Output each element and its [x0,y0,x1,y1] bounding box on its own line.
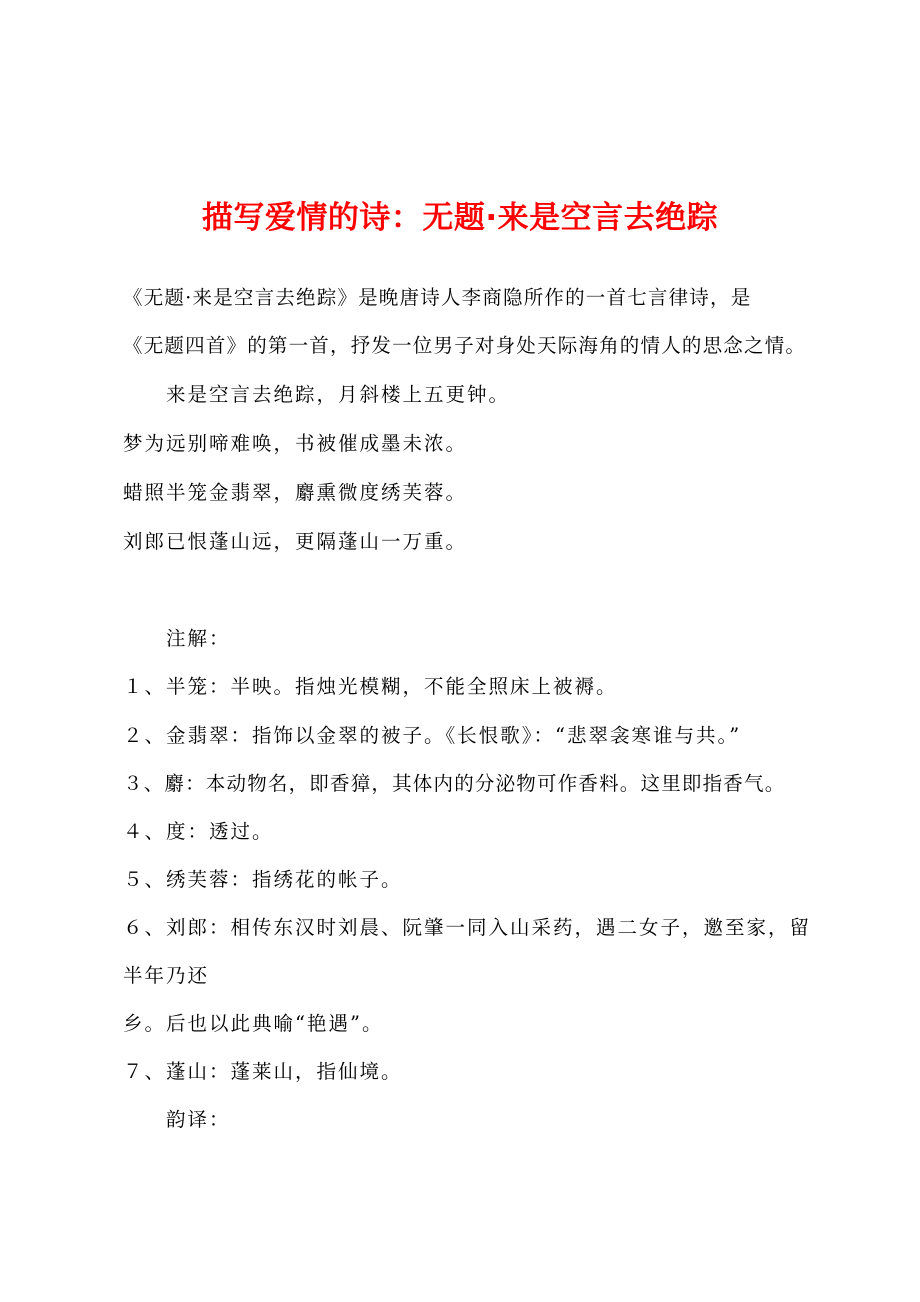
note-item-5: ５、绣芙蓉：指绣花的帐子。 [123,868,403,891]
poem-line-3: 蜡照半笼金翡翠，麝熏微度绣芙蓉。 [123,481,468,504]
poem-line-4: 刘郎已恨蓬山远，更隔蓬山一万重。 [123,530,468,553]
note-item-3: ３、麝：本动物名，即香獐，其体内的分泌物可作香料。这里即指香气。 [123,772,786,795]
note-item-6-end: 乡。后也以此典喻“艳遇”。 [123,1012,384,1035]
note-item-4: ４、度：透过。 [123,820,274,843]
intro-line-2: 《无题四首》的第一首，抒发一位男子对身处天际海角的情人的思念之情。 [123,334,807,357]
note-item-7: ７、蓬山：蓬莱山，指仙境。 [123,1060,403,1083]
note-item-6: ６、刘郎：相传东汉时刘晨、阮肇一同入山采药，遇二女子，邀至家，留 [123,916,812,939]
note-item-2: ２、金翡翠：指饰以金翠的被子。《长恨歌》：“悲翠衾寒谁与共。” [123,724,742,747]
translation-heading: 韵译： [166,1108,231,1131]
intro-line-1: 《无题·来是空言去绝踪》是晚唐诗人李商隐所作的一首七言律诗，是 [123,286,752,309]
notes-heading: 注解： [166,627,231,650]
poem-line-1: 来是空言去绝踪，月斜楼上五更钟。 [166,383,511,406]
page-title: 描写爱情的诗：无题·来是空言去绝踪 [201,200,719,236]
note-item-1: １、半笼：半映。指烛光模糊，不能全照床上被褥。 [123,675,618,698]
note-item-6-continued: 半年乃还 [123,964,210,987]
poem-line-2: 梦为远别啼难唤，书被催成墨未浓。 [123,432,468,455]
